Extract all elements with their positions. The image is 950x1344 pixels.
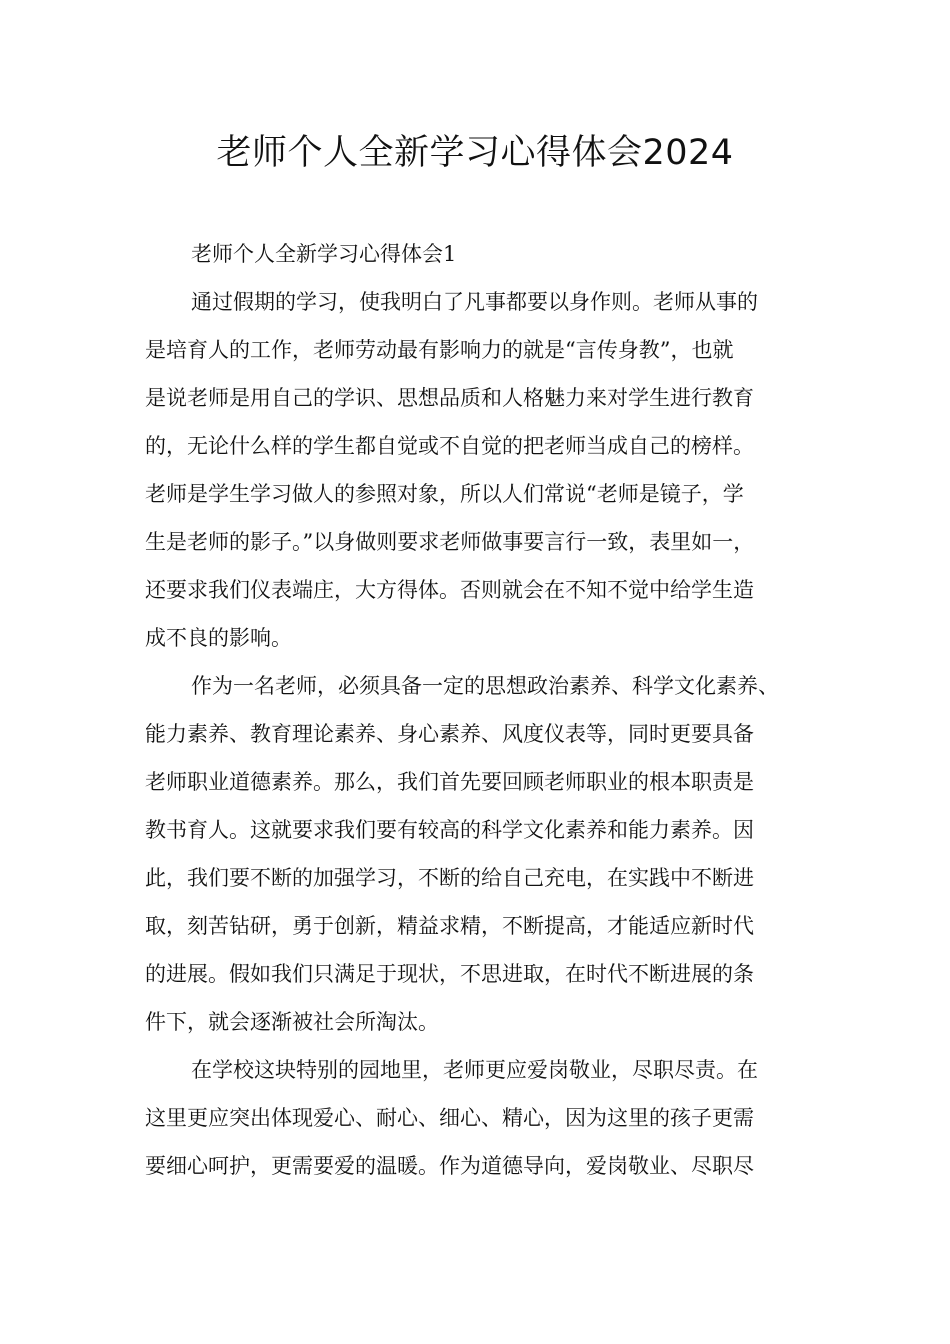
text-line: 是说老师是用自己的学识、思想品质和人格魅力来对学生进行教育: [145, 386, 754, 410]
text-line: 要细心呵护，更需要爱的温暖。作为道德导向，爱岗敬业、尽职尽: [145, 1154, 754, 1178]
text-line: 教书育人。这就要求我们要有较高的科学文化素养和能力素养。因: [145, 818, 754, 842]
paragraph-1: [145, 278, 820, 662]
section-heading: 老师个人全新学习心得体会1: [191, 242, 457, 266]
document-title: 老师个人全新学习心得体会2024: [216, 133, 734, 173]
text-line: 的，无论什么样的学生都自觉或不自觉的把老师当成自己的榜样。: [145, 434, 754, 458]
text-line: 成不良的影响。: [145, 626, 292, 650]
text-line: 这里更应突出体现爱心、耐心、细心、精心，因为这里的孩子更需: [145, 1106, 754, 1130]
text-line: 通过假期的学习，使我明白了凡事都要以身作则。老师从事的: [191, 290, 758, 314]
document-body: [145, 230, 820, 1190]
text-line: 取，刻苦钻研，勇于创新，精益求精，不断提高，才能适应新时代: [145, 914, 754, 938]
text-line: 还要求我们仪表端庄，大方得体。否则就会在不知不觉中给学生造: [145, 578, 754, 602]
text-line: 此，我们要不断的加强学习，不断的给自己充电，在实践中不断进: [145, 866, 754, 890]
paragraph-3: [145, 1046, 820, 1190]
text-line: 老师是学生学习做人的参照对象，所以人们常说“老师是镜子，学: [145, 482, 744, 506]
text-line: 生是老师的影子。”以身做则要求老师做事要言行一致，表里如一，: [145, 530, 755, 554]
text-line: 作为一名老师，必须具备一定的思想政治素养、科学文化素养、: [191, 674, 779, 698]
text-line: 的进展。假如我们只满足于现状，不思进取，在时代不断进展的条: [145, 962, 754, 986]
text-line: 件下，就会逐渐被社会所淘汰。: [145, 1010, 439, 1034]
text-line: 是培育人的工作，老师劳动最有影响力的就是“言传身教”，也就: [145, 338, 734, 362]
text-line: 在学校这块特别的园地里，老师更应爱岗敬业，尽职尽责。在: [191, 1058, 758, 1082]
text-line: 能力素养、教育理论素养、身心素养、风度仪表等，同时更要具备: [145, 722, 754, 746]
text-line: 老师职业道德素养。那么，我们首先要回顾老师职业的根本职责是: [145, 770, 754, 794]
paragraph-2: [145, 662, 820, 1046]
